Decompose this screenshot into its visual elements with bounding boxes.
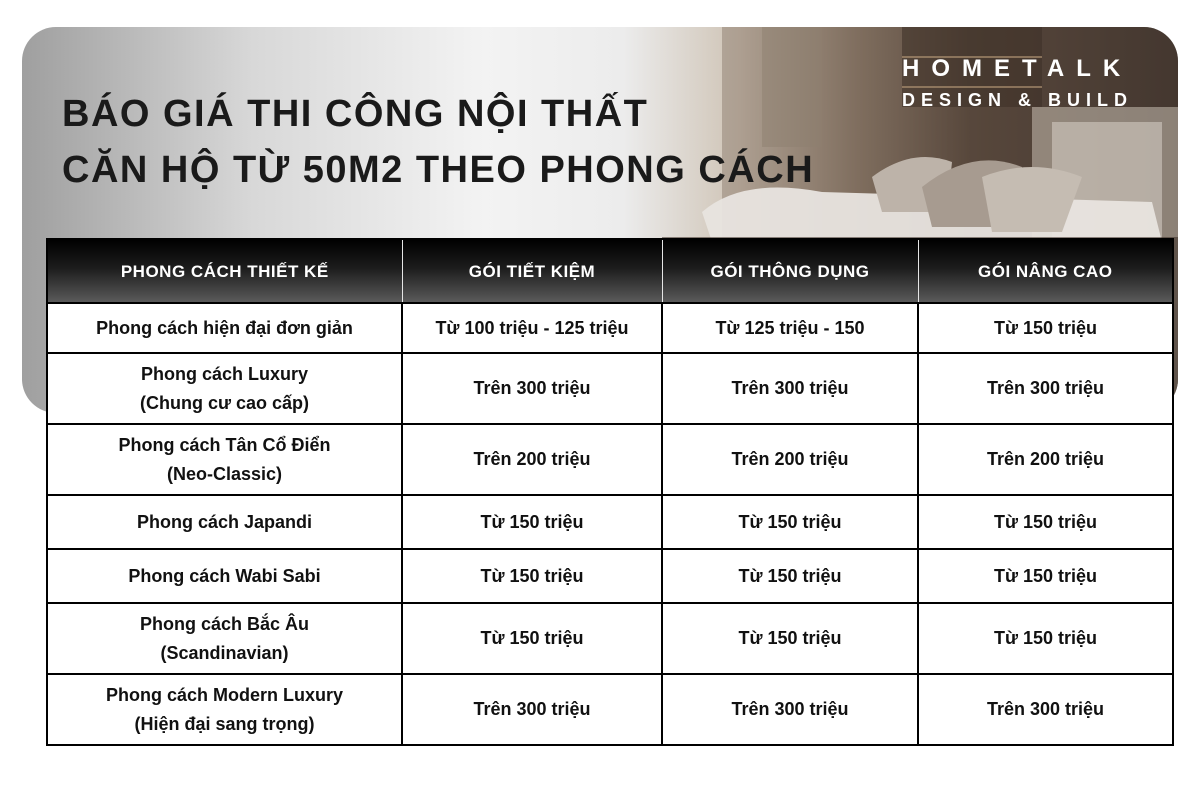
economy-price: Trên 300 triệu (402, 674, 662, 745)
page-title (62, 86, 814, 198)
price-table (46, 238, 1174, 746)
economy-price: Từ 100 triệu - 125 triệu (402, 303, 662, 353)
brand-logo (902, 54, 1133, 113)
economy-price: Từ 150 triệu (402, 495, 662, 549)
standard-price: Trên 200 triệu (662, 424, 918, 495)
style-name: Phong cách Bắc Âu (139, 613, 310, 634)
standard-price: Từ 125 triệu - 150 (662, 303, 918, 353)
premium-price: Từ 150 triệu (918, 303, 1173, 353)
table-row (47, 495, 1173, 549)
header-standard-package: GÓI THÔNG DỤNG (662, 239, 918, 303)
style-name: Phong cách hiện đại đơn giản (96, 317, 353, 338)
standard-price: Trên 300 triệu (662, 674, 918, 745)
table-row (47, 424, 1173, 495)
economy-price: Trên 200 triệu (402, 424, 662, 495)
style-name: Phong cách Japandi (136, 511, 313, 532)
economy-price: Trên 300 triệu (402, 353, 662, 424)
style-subtitle: (Neo-Classic) (166, 463, 283, 484)
standard-price: Trên 300 triệu (662, 353, 918, 424)
style-cell (47, 303, 402, 353)
style-name: Phong cách Luxury (140, 363, 309, 384)
premium-price: Trên 300 triệu (918, 674, 1173, 745)
style-cell (47, 603, 402, 674)
brand-name: HOMETALK (902, 55, 1133, 82)
title-line-1: BÁO GIÁ THI CÔNG NỘI THẤT (62, 93, 649, 135)
table-row (47, 603, 1173, 674)
style-name: Phong cách Wabi Sabi (128, 565, 321, 586)
style-subtitle: (Chung cư cao cấp) (139, 392, 310, 413)
style-subtitle: (Scandinavian) (160, 642, 289, 663)
style-cell (47, 424, 402, 495)
style-cell (47, 674, 402, 745)
economy-price: Từ 150 triệu (402, 549, 662, 603)
premium-price: Từ 150 triệu (918, 495, 1173, 549)
premium-price: Trên 200 triệu (918, 424, 1173, 495)
standard-price: Từ 150 triệu (662, 603, 918, 674)
premium-price: Từ 150 triệu (918, 603, 1173, 674)
title-line-2: CĂN HỘ TỪ 50M2 THEO PHONG CÁCH (62, 149, 815, 191)
premium-price: Trên 300 triệu (918, 353, 1173, 424)
table-row (47, 353, 1173, 424)
style-cell (47, 495, 402, 549)
premium-price: Từ 150 triệu (918, 549, 1173, 603)
table-header-row (47, 239, 1173, 303)
brand-tagline: DESIGN & BUILD (902, 90, 1134, 110)
standard-price: Từ 150 triệu (662, 495, 918, 549)
style-name: Phong cách Modern Luxury (105, 684, 344, 705)
style-cell (47, 549, 402, 603)
table-row (47, 674, 1173, 745)
style-name: Phong cách Tân Cổ Điển (118, 434, 331, 455)
standard-price: Từ 150 triệu (662, 549, 918, 603)
table-row (47, 303, 1173, 353)
header-economy-package: GÓI TIẾT KIỆM (402, 239, 662, 303)
style-subtitle: (Hiện đại sang trọng) (134, 713, 315, 734)
header-design-style: PHONG CÁCH THIẾT KẾ (47, 239, 402, 303)
header-premium-package: GÓI NÂNG CAO (918, 239, 1173, 303)
style-cell (47, 353, 402, 424)
economy-price: Từ 150 triệu (402, 603, 662, 674)
table-row (47, 549, 1173, 603)
